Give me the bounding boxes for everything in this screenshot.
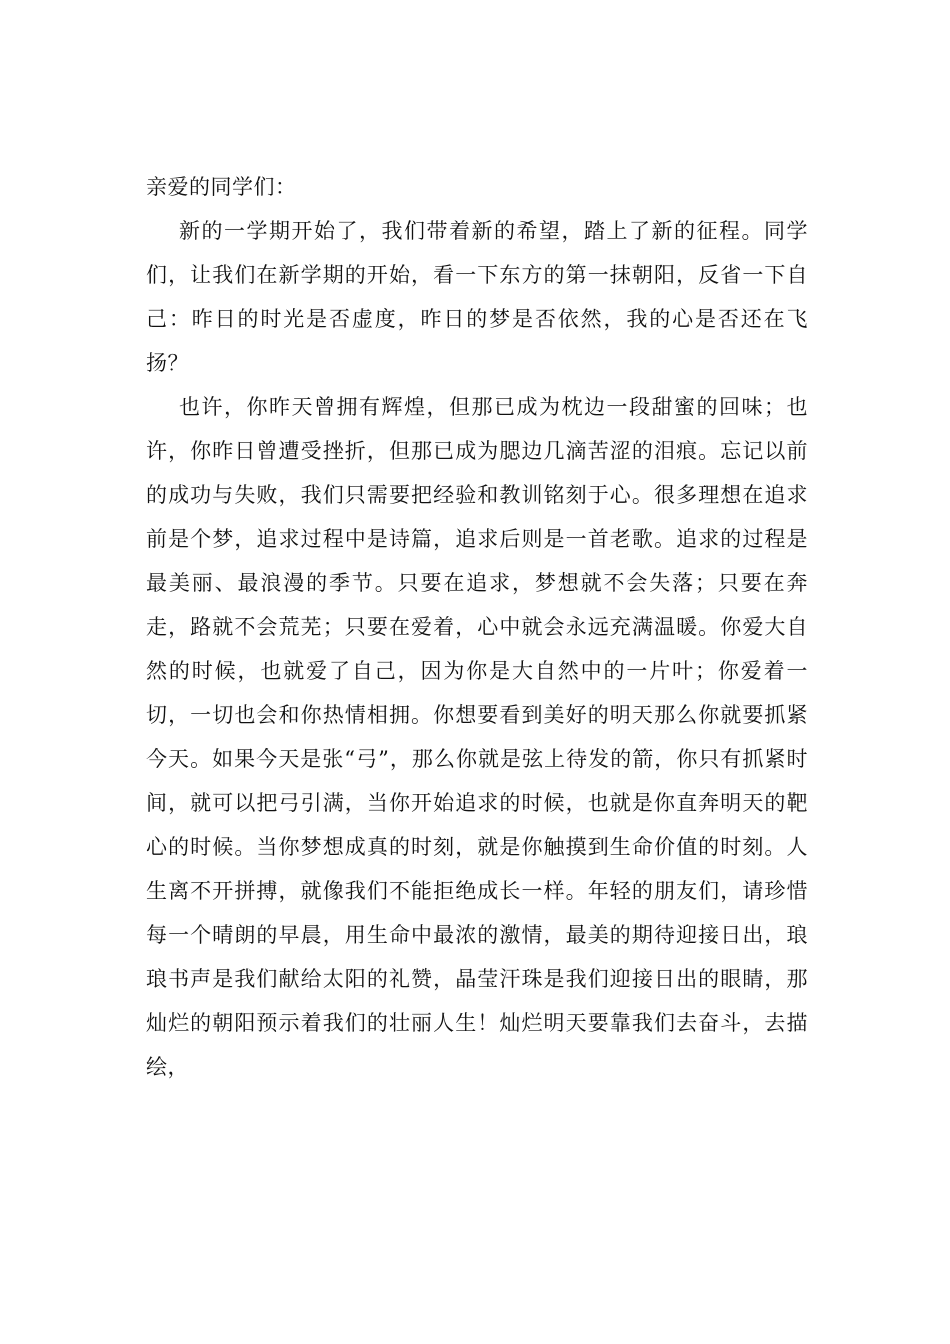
paragraph-1: 新的一学期开始了，我们带着新的希望，踏上了新的征程。同学们，让我们在新学期的开始，看一下东方的第一抹朝阳，反省一下自己：昨日的时光是否虚度，昨日的梦是否依然，我的心是否还在飞扬？: [146, 219, 808, 375]
letter-salutation: 亲爱的同学们：: [146, 175, 297, 199]
paragraph-2: 也许，你昨天曾拥有辉煌，但那已成为枕边一段甜蜜的回味；也许，你昨日曾遭受挫折，但那已成为腮边几滴苦涩的泪痕。忘记以前的成功与失败，我们只需要把经验和教训铭刻于心。很多理想在追求前是个梦，追求过程中是诗篇，追求后则是一首老歌。追求的过程是最美丽、最浪漫的季节。只要在追求，梦想就不会失落；只要在奔走，路就不会荒芜；只要在爱着，心中就会永远充满温暖。你爱大自然的时候，也就爱了自己，因为你是大自然中的一片叶；你爱着一切，一切也会和你热情相拥。你想要看到美好的明天那么你就要抓紧今天。如果今天是张“弓”，那么你就是弦上待发的箭，你只有抓紧时间，就可以把弓引满，当你开始追求的时候，也就是你直奔明天的靶心的时候。当你梦想成真的时刻，就是你触摸到生命价值的时刻。人生离不开拼搏，就像我们不能拒绝成长一样。年轻的朋友们，请珍惜每一个晴朗的早晨，用生命中最浓的激情，最美的期待迎接日出，琅琅书声是我们献给太阳的礼赞，晶莹汗珠是我们迎接日出的眼睛，那灿烂的朝阳预示着我们的壮丽人生！灿烂明天要靠我们去奋斗，去描绘，: [146, 395, 808, 1079]
document-page: [146, 165, 808, 1089]
